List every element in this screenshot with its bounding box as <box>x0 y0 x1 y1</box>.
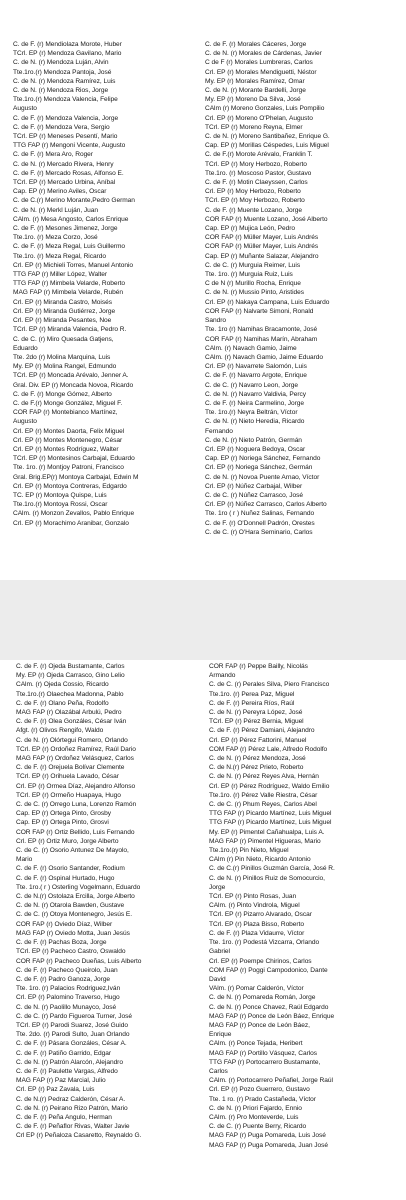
roster-entry: COR FAP (r) Peppe Bailly, Nicolás <box>209 663 308 670</box>
roster-entry: Crl. EP (r) Paz Zavala, Luis <box>16 1086 95 1094</box>
roster-entry: C. de N. (r) Navarro Valdivia, Percy <box>205 390 307 398</box>
roster-entry: C. de F. (r) Ojeda Bustamante, Carlos <box>16 663 125 670</box>
roster-entry: MAG FAP (r) Paz Marcial, Julio <box>16 1077 106 1085</box>
roster-entry: TCrl. EP (r) Moreno Reyna, Elmer <box>205 123 303 131</box>
roster-entry: COR FAP (r) Oviedo Díaz, Wilber <box>16 920 113 928</box>
roster-entry: TCrl. EP (r) Pacheco Castro, Oswaldo <box>16 948 126 956</box>
roster-entry: C. de C. (r) Otoya Montenegro, Jesús E. <box>16 911 133 919</box>
roster-entry: Crl. EP (r) Núñez Carbajal, Wilber <box>205 482 303 490</box>
roster-entry: TCrl. EP (r) Ormeño Huapaya, Hugo <box>16 791 121 799</box>
roster-entry: MAG FAP (r) Ponce de León Báez, Enrique <box>209 1012 335 1020</box>
roster-entry: Cap. EP (r) Muñante Salazar, Alejandro <box>205 252 319 260</box>
roster-entry: MAG FAP (r) Oviedo Motta, Juan Jesús <box>16 929 130 937</box>
roster-entry: MAG FAP (r) Puga Pomareda, Juan José <box>209 1141 329 1149</box>
roster-entry: C. de C. (r) Puente Berry, Ricardo <box>209 1123 307 1131</box>
roster-entry: C. de C. (r) Orrego Luna, Lorenzo Ramón <box>16 801 137 809</box>
roster-entry: C. de N. (r) Pinillos Ruiz de Somocurcio, <box>209 874 325 882</box>
roster-entry: Crl. EP (r) Miranda Pesantes, Noe <box>13 317 112 325</box>
roster-entry: Augusto <box>13 418 37 426</box>
roster-entry: Crl. EP (r) Pérez Rodríguez, Waldo Emilio <box>209 782 330 790</box>
roster-entry: C. de F. (r) Meza Regal, Luis Guillermo <box>13 243 126 251</box>
roster-entry: Tte.1ro. (r) Moscoso Pastor, Gustavo <box>205 169 312 177</box>
roster-entry: Crl. EP (r) Pérez Fattorini, Manuel <box>209 736 307 744</box>
roster-entry: C. de C.(r) Pinillos Guzmán García, José R. <box>209 865 335 873</box>
roster-entry: Crl. EP (r) Nakaya Campana, Luis Eduardo <box>205 298 330 306</box>
roster-entry: CAlm. (r) Portocarrero Peñafiel, Jorge Raúl <box>209 1077 333 1085</box>
roster-entry: Tte.1ro. (r) Meza Regal, Ricardo <box>13 252 106 260</box>
roster-entry: CAlm (r) Moreno Gonzales, Luis Pompilio <box>205 105 325 113</box>
roster-entry: TTG FAP (r) Mengoni Vicente, Augusto <box>13 142 126 150</box>
roster-entry: Tte. 1ro ( r ) Nuñez Salinas, Fernando <box>205 510 315 518</box>
roster-entry: Crl. EP (r) Navarrete Salomón, Luis <box>205 363 307 371</box>
roster-entry: C. de N. (r) Pérez Mendoza, José <box>209 755 306 763</box>
roster-entry: CAlm (r) Pin Nieto, Ricardo Antonio <box>209 856 311 864</box>
roster-entry: VAlm. (r) Pomar Calderón, Víctor <box>209 985 304 993</box>
roster-entry: Cap. EP (r) Ortega Pinto, Grosby <box>16 810 112 818</box>
roster-entry: C. de F. (r) Mesones Jimenez, Jorge <box>13 225 118 233</box>
roster-entry: TCrl. EP (r) Mercado Urbina, Aníbal <box>13 179 116 187</box>
roster-entry: C. de C. (r) Navarro Leon, Jorge <box>205 381 298 389</box>
roster-entry: Crl. EP (r) Morales Mendiguetti, Néstor <box>205 68 317 76</box>
roster-entry: C. de C.(r) Merino Morante,Pedro German <box>13 197 135 205</box>
roster-entry: TTG FAP (r) Portocarrero Bustamante, <box>209 1058 321 1066</box>
roster-entry: Tte.1ro.(r) Mendoza Pantoja, José <box>13 68 112 76</box>
page2-column-right <box>209 662 387 1150</box>
roster-entry: Fernando <box>205 427 233 435</box>
roster-entry: Tte.1ro.(r) Montoya Rossi, Oscar <box>13 501 108 509</box>
roster-entry: TCrl. EP (r) Moy Herbozo, Roberto <box>205 197 305 205</box>
roster-entry: Tte. 1ro. (r) Murguia Ruiz, Luis <box>205 271 293 279</box>
roster-entry: COR FAP (r) Müller Mayer, Luis Andrés <box>205 243 319 251</box>
roster-entry: TTG FAP (r) Mimbela Velarde, Roberto <box>13 280 126 288</box>
roster-entry: Carlos <box>209 1067 228 1075</box>
roster-entry: Crl. EP (r) Ortiz Muro, Jorge Alberto <box>16 837 119 845</box>
roster-entry: Cap. EP (r) Noriega Sánchez, Fernando <box>205 455 321 463</box>
roster-entry: C. de F. (r) Osorio Santander, Rodium <box>16 865 125 873</box>
roster-entry: Crl. EP (r) Palomino Traverso, Hugo <box>16 994 120 1002</box>
roster-entry: TCrl. EP (r) Mory Herbozo, Roberto <box>205 160 307 168</box>
roster-entry: C. de C. (r) Miro Quesada Gatjens, <box>13 335 114 343</box>
roster-entry: C. de F. (r) Monge Gómez, Alberto <box>13 390 112 398</box>
roster-entry: C. de F. (r) Orejuela Bolívar Clemente <box>16 764 125 772</box>
roster-entry: C. de F. (r) Patiño Garrido, Edgar <box>16 1049 112 1057</box>
roster-entry: Sandro <box>205 317 226 325</box>
roster-entry: C. de F. (r) Pacheco Queirolo, Juan <box>16 966 118 974</box>
roster-entry: Crl. EP (r) Miranda Castro, Moisés <box>13 298 112 306</box>
roster-entry: Enrique <box>209 1031 232 1039</box>
roster-entry: Armando <box>209 672 236 680</box>
roster-entry: Tte.1ro. (r) Perea Paz, Miguel <box>209 690 295 698</box>
roster-entry: Tte. 2do. (r) Parodi Sulto, Juan Orlando <box>16 1031 130 1039</box>
roster-entry: Crl. EP (r) Montes Daorta, Felix Miguel <box>13 427 125 435</box>
roster-entry: Crl. EP (r) Noguera Bedoya, Oscar <box>205 445 306 453</box>
roster-entry: C. de N. (r) Pérez Reyes Alva, Hernán <box>209 773 319 781</box>
roster-entry: C de N (r) Murillo Rocha, Enrique <box>205 280 301 288</box>
roster-entry: Tte.1ro.(r) Mendoza Valencia, Felipe <box>13 96 118 104</box>
roster-entry: Cap. EP (r) Morillas Céspedes, Luis Miguel <box>205 142 329 150</box>
roster-entry: Afgt. (r) Olivos Rengifo, Waldo <box>16 727 104 735</box>
roster-entry: Crl. EP (r) Noriega Sánchez, Germán <box>205 464 313 472</box>
roster-entry: C. de N. (r) Priori Fajardo, Ennio <box>209 1104 302 1112</box>
roster-entry: C. de F.(r) Monge González, Miguel F. <box>13 399 123 407</box>
roster-entry: COR FAP (r) Muente Lozano, José Alberto <box>205 215 328 223</box>
document-page-1 <box>0 40 406 580</box>
roster-entry: TTG FAP (r) Picardo Martínez, Luis Miguel <box>209 810 332 818</box>
roster-entry: C. de N. (r) Morales de Cárdenas, Javier <box>205 50 322 58</box>
page1-column-right <box>205 40 383 537</box>
roster-entry: Tte. 1ro. (r) Palacios Rodriguez,Iván <box>16 985 121 993</box>
roster-entry: C. de N. (r) Pereyra López, José <box>209 709 303 717</box>
roster-entry: CAlm. (r) Ponce Tejada, Heribert <box>209 1040 303 1048</box>
roster-entry: C. de N. (r) Ponce Chavez, Raúl Edgardo <box>209 1003 329 1011</box>
roster-entry: C. de F. (r) Mera Aro, Roger <box>13 151 93 159</box>
roster-entry: TTG FAP (r) Picardo Martínez, Luis Miguel <box>209 819 332 827</box>
roster-entry: Crl EP (r) Peñaloza Casaretto, Reynaldo G. <box>16 1132 142 1140</box>
roster-entry: Crl. EP (r) Michieli Torres, Manuel Antonio <box>13 261 134 269</box>
roster-entry: C de F (r) Morales Lumbreras, Carlos <box>205 59 313 67</box>
roster-entry: Cap. EP (r) Mujica León, Pedro <box>205 225 296 233</box>
roster-entry: Crl. EP (r) Montes Montenegro, César <box>13 436 123 444</box>
roster-entry: C. de F. (r) Mendoza Valencia, Jorge <box>13 114 119 122</box>
roster-entry: COR FAP (r) Ortiz Bellido, Luis Fernando <box>16 828 135 836</box>
roster-entry: CAlm. (r) Pinto Vindrola, Miguel <box>209 902 300 910</box>
roster-entry: C. de F. (r) Peñaflor Rivas, Walter Javie <box>16 1123 130 1131</box>
roster-entry: C. de F. (r) Mercado Rosas, Alfonso E. <box>13 169 124 177</box>
roster-entry: TC. EP (r) Montoya Quispe, Luis <box>13 491 107 499</box>
roster-entry: C. de C. (r) Murguia Reimer, Luis <box>205 261 301 269</box>
roster-entry: C. de N.(r) Pérez Prieto, Roberto <box>209 764 304 772</box>
roster-entry: C. de F. (r) Pereira Ríos, Raúl <box>209 699 295 707</box>
roster-entry: C. de F. (r) Peña Angulo, Herman <box>16 1113 112 1121</box>
roster-entry: TCrl. EP (r) Mendoza Gavilano, Mario <box>13 50 122 58</box>
roster-entry: Cap. EP (r) Ortega Pinto, Grosvi <box>16 819 109 827</box>
roster-entry: C. de F. (r) Neira Carmelino, Jorge <box>205 399 305 407</box>
roster-entry: TCrl. EP (r) Ordoñez Ramírez, Raúl Dario <box>16 745 136 753</box>
roster-entry: CAlm. (r) Navach Gamio, Jaime Eduardo <box>205 353 323 361</box>
roster-entry: TCrl. EP (r) Pinto Rosas, Juan <box>209 893 297 901</box>
roster-entry: Eduardo <box>13 344 38 352</box>
roster-entry: MAG FAP (r) Olazábal Arbulú, Pedro <box>16 709 122 717</box>
roster-entry: C. de N. (r) Pomareda Román, Jorge <box>209 994 316 1002</box>
roster-entry: TCrl. EP (r) Plaza Bisso, Roberto <box>209 920 304 928</box>
roster-entry: CAlm. (r) Mesa Angosto, Carlos Enrique <box>13 215 129 223</box>
page2-column-left <box>16 662 194 1141</box>
roster-entry: Tte. 1ro. (r) Montjoy Patroni, Francisco <box>13 464 124 472</box>
roster-entry: C. de C. (r) Núñez Carrasco, José <box>205 491 304 499</box>
roster-entry: Tte. 1 ro. (r) Prado Castañeda, Víctor <box>209 1095 316 1103</box>
roster-entry: C. de F. (r) Mendoza Vera, Sergio <box>13 123 110 131</box>
roster-entry: COR FAP (r) Namihas Marín, Abraham <box>205 335 318 343</box>
roster-entry: C. de N. (r) Morante Bardelli, Jorge <box>205 87 306 95</box>
roster-entry: Tte. 1ro.(r) Neyra Beltrán, Víctor <box>205 409 298 417</box>
roster-entry: Tte. 1ro.( r ) Osterling Vogelmann, Eduardo <box>16 883 141 891</box>
roster-entry: Jorge <box>209 883 226 891</box>
roster-entry: Crl. EP (r) Moreno O'Phelan, Augusto <box>205 114 313 122</box>
roster-entry: Crl. EP (r) Poempe Chirinos, Carlos <box>209 957 312 965</box>
roster-entry: David <box>209 975 226 983</box>
roster-entry: COR FAP (r) Nalvarte Simoni, Ronald <box>205 307 314 315</box>
roster-entry: C. de N. (r) Mendoza Ramírez, Luis <box>13 77 116 85</box>
roster-entry: C. de C. (r) O'Hara Seminario, Carlos <box>205 528 313 536</box>
roster-entry: C. de F. (r) Mendiolaza Morote, Huber <box>13 41 122 48</box>
roster-entry: Tte.1ro.(r) Olaechea Madonna, Pablo <box>16 690 124 698</box>
roster-entry: Tte. 1ro. (r) Podestá Vizcarra, Orlando <box>209 939 320 947</box>
roster-entry: TCrl. EP (r) Miranda Valencia, Pedro R. <box>13 326 127 334</box>
roster-entry: C. de F. (r) Motin Claeyssen, Carlos <box>205 179 308 187</box>
roster-entry: TCrl. EP (r) Orihuela Lavado, César <box>16 773 119 781</box>
roster-entry: C. de F. (r) Olea Gonzáles, César Iván <box>16 718 127 726</box>
roster-entry: My. EP (r) Morales Ramírez, Omar <box>205 77 305 85</box>
roster-entry: TCrl. EP (r) Pérez Bernia, Miguel <box>209 718 304 726</box>
roster-entry: CAlm. (r) Monzon Zevallos, Pablo Enrique <box>13 510 135 518</box>
roster-entry: C. de N.(r) Ostolaza Ercilla, Jorge Alberto <box>16 893 135 901</box>
roster-entry: Gral. Brig.EP(r) Montoya Carbajal, Edwin M <box>13 473 139 481</box>
roster-entry: C. de N. (r) Paolillo Munayco, José <box>16 1003 117 1011</box>
roster-entry: Crl. EP (r) Pozo Guerrero, Gustavo <box>209 1086 310 1094</box>
roster-entry: Crl. EP (r) Morachimo Aranibar, Gonzalo <box>13 519 129 527</box>
roster-entry: C. de F. (r) Pérez Damiani, Alejandro <box>209 727 315 735</box>
roster-entry: C. de F. (r) Plaza Vidaurre, Víctor <box>209 929 305 937</box>
roster-entry: MAG FAP (r) Puga Pomareda, Luis José <box>209 1132 326 1140</box>
roster-entry: Tte.1ro.(r) Pin Nieto, Miguel <box>209 847 289 855</box>
roster-entry: Gabriel <box>209 948 230 956</box>
roster-entry: C. de F. (r) Navarro Argote, Enrique <box>205 372 307 380</box>
roster-entry: CAlm. (r) Ojeda Cossio, Ricardo <box>16 681 109 689</box>
roster-entry: TCrl. EP (r) Parodi Suarez, José Guido <box>16 1021 128 1029</box>
roster-entry: CAlm. (r) Pro Monteverde, Luis <box>209 1113 299 1121</box>
roster-entry: C. de N. (r) Mendoza Luján, Alvin <box>13 59 109 67</box>
roster-entry: Crl. EP (r) Montes Rodríguez, Walter <box>13 445 119 453</box>
roster-entry: C. de C. (r) Phum Reyes, Carlos Abel <box>209 801 317 809</box>
roster-entry: C. de N. (r) Mercado Rivera, Henry <box>13 160 114 168</box>
roster-entry: C. de F. (r) Olano Peña, Rodolfo <box>16 699 109 707</box>
roster-entry: C. de N. (r) Nieto Patrón, Germán <box>205 436 302 444</box>
roster-entry: MAG FAP (r) Portillo Vásquez, Carlos <box>209 1049 318 1057</box>
roster-entry: Mario <box>16 856 33 864</box>
roster-entry: Gral. Div. EP (r) Moncada Novoa, Ricardo <box>13 381 134 389</box>
roster-entry: Crl. EP (r) Miranda Gutiérrez, Jorge <box>13 307 116 315</box>
roster-entry: TCrl. EP (r) Moncada Arévalo, Jenner A. <box>13 372 129 380</box>
roster-entry: C. de N. (r) Peirano Rizo Patrón, Mario <box>16 1104 128 1112</box>
roster-entry: MAG FAP (r) Pimentel Higueras, Mario <box>209 837 321 845</box>
roster-entry: C. de N. (r) Olórtegui Romero, Orlando <box>16 736 128 744</box>
page-separator <box>0 580 406 660</box>
roster-entry: My. EP (r) Moreno Da Silva, José <box>205 96 301 104</box>
roster-entry: C. de F. (r) Muente Lozano, Jorge <box>205 206 302 214</box>
roster-entry: TCrl. EP (r) Meneses Pesentí, Mario <box>13 133 118 141</box>
roster-entry: My. EP (r) Ojeda Carrasco, Gino Lelio <box>16 672 125 680</box>
roster-entry: COR FAP (r) Montebianco Martínez, <box>13 409 118 417</box>
roster-entry: Crl. EP (r) Montoya Contreras, Edgardo <box>13 482 127 490</box>
roster-entry: C. de C. (r) Pardo Figueroa Turner, José <box>16 1012 133 1020</box>
roster-entry: C. de F. (r) Pachas Boza, Jorge <box>16 939 107 947</box>
roster-entry: Crl. EP (r) Ormea Díaz, Alejandro Alfonso <box>16 782 136 790</box>
roster-entry: C. de C. (r) Perales Silva, Piero Francisco <box>209 681 330 689</box>
roster-entry: C. de N. (r) Mussio Pinto, Aristides <box>205 289 304 297</box>
roster-entry: C. de C. (r) Osorio Antunez De Mayolo, <box>16 847 129 855</box>
roster-entry: Tte. 2do (r) Molina Marquina, Luis <box>13 353 111 361</box>
roster-entry: Tte.1ro. (r) Pérez Valle Riestra, César <box>209 791 318 799</box>
roster-entry: Tte.1ro. (r) Meza Corzo, José <box>13 234 98 242</box>
roster-entry: MAG FAP (r) Mimbela Velarde, Rubén <box>13 289 123 297</box>
roster-entry: C. de F. (r) Padro Ganoza, Jorge <box>16 975 111 983</box>
roster-entry: Crl. EP (r) Moy Herbozo, Roberto <box>205 188 301 196</box>
roster-entry: TCrl. EP (r) Montesinos Carbajal, Eduardo <box>13 455 135 463</box>
roster-entry: C. de F. (r) Paulette Vargas, Alfredo <box>16 1067 118 1075</box>
page1-column-left <box>13 40 191 528</box>
roster-entry: My. EP (r) Pimentel Cañahualpa, Luis A. <box>209 828 325 836</box>
roster-entry: My. EP (r) Molina Rangel, Edmundo <box>13 363 117 371</box>
roster-entry: Augusto <box>13 105 37 113</box>
roster-entry: TTG FAP (r) Miller López, Walter <box>13 271 108 279</box>
roster-entry: C. de F.(r) Morote Arévalo, Franklin T. <box>205 151 313 159</box>
roster-entry: C. de N.(r) Pedraz Calderón, César A. <box>16 1095 126 1103</box>
roster-entry: C. de N. (r) Otarola Bawden, Gustave <box>16 902 125 910</box>
document-page-2 <box>0 660 406 1200</box>
roster-entry: COM FAP (r) Pérez Lale, Alfredo Rodolfo <box>209 745 328 753</box>
roster-entry: Cap. EP (r) Merino Aviles, Oscar <box>13 188 107 196</box>
roster-entry: CAlm. (r) Navach Gamio, Jaime <box>205 344 297 352</box>
roster-entry: C. de N. (r) Merkl Luján, Juan <box>13 206 98 214</box>
roster-entry: MAG FAP (r) Ponce de León Báez, <box>209 1021 310 1029</box>
roster-entry: C. de N. (r) Moreno Santibañez, Enrique G. <box>205 133 330 141</box>
roster-entry: C. de F. (r) O'Donnell Padrón, Orestes <box>205 519 315 527</box>
roster-entry: C. de N. (r) Patrón Alarcón, Alejandro <box>16 1058 123 1066</box>
roster-entry: Tte. 1ro (r) Namihas Bracamonte, José <box>205 326 318 334</box>
roster-entry: MAG FAP (r) Ordoñez Velásquez, Carlos <box>16 755 134 763</box>
roster-entry: C. de N. (r) Nieto Heredia, Ricardo <box>205 418 305 426</box>
roster-entry: Crl. EP (r) Núñez Carrasco, Carlos Alberto <box>205 501 327 509</box>
roster-entry: C. de F. (r) Ospinal Hurtado, Hugo <box>16 874 115 882</box>
roster-entry: C. de N. (r) Novoa Puente Arnao, Víctor <box>205 473 320 481</box>
roster-entry: COM FAP (r) Poggi Campodonico, Dante <box>209 966 328 974</box>
roster-entry: C. de F. (r) Pásara Gonzáles, César A. <box>16 1040 127 1048</box>
roster-entry: C. de N. (r) Mendoza Rios, Jorge <box>13 87 109 95</box>
roster-entry: TCrl. EP (r) Pizarro Alvarado, Oscar <box>209 911 312 919</box>
roster-entry: COR FAP (r) Pacheco Dueñas, Luis Alberto <box>16 957 142 965</box>
roster-entry: C. de F. (r) Morales Cáceres, Jorge <box>205 41 307 48</box>
roster-entry: COR FAP (r) Müller Mayer, Luis Andrés <box>205 234 319 242</box>
